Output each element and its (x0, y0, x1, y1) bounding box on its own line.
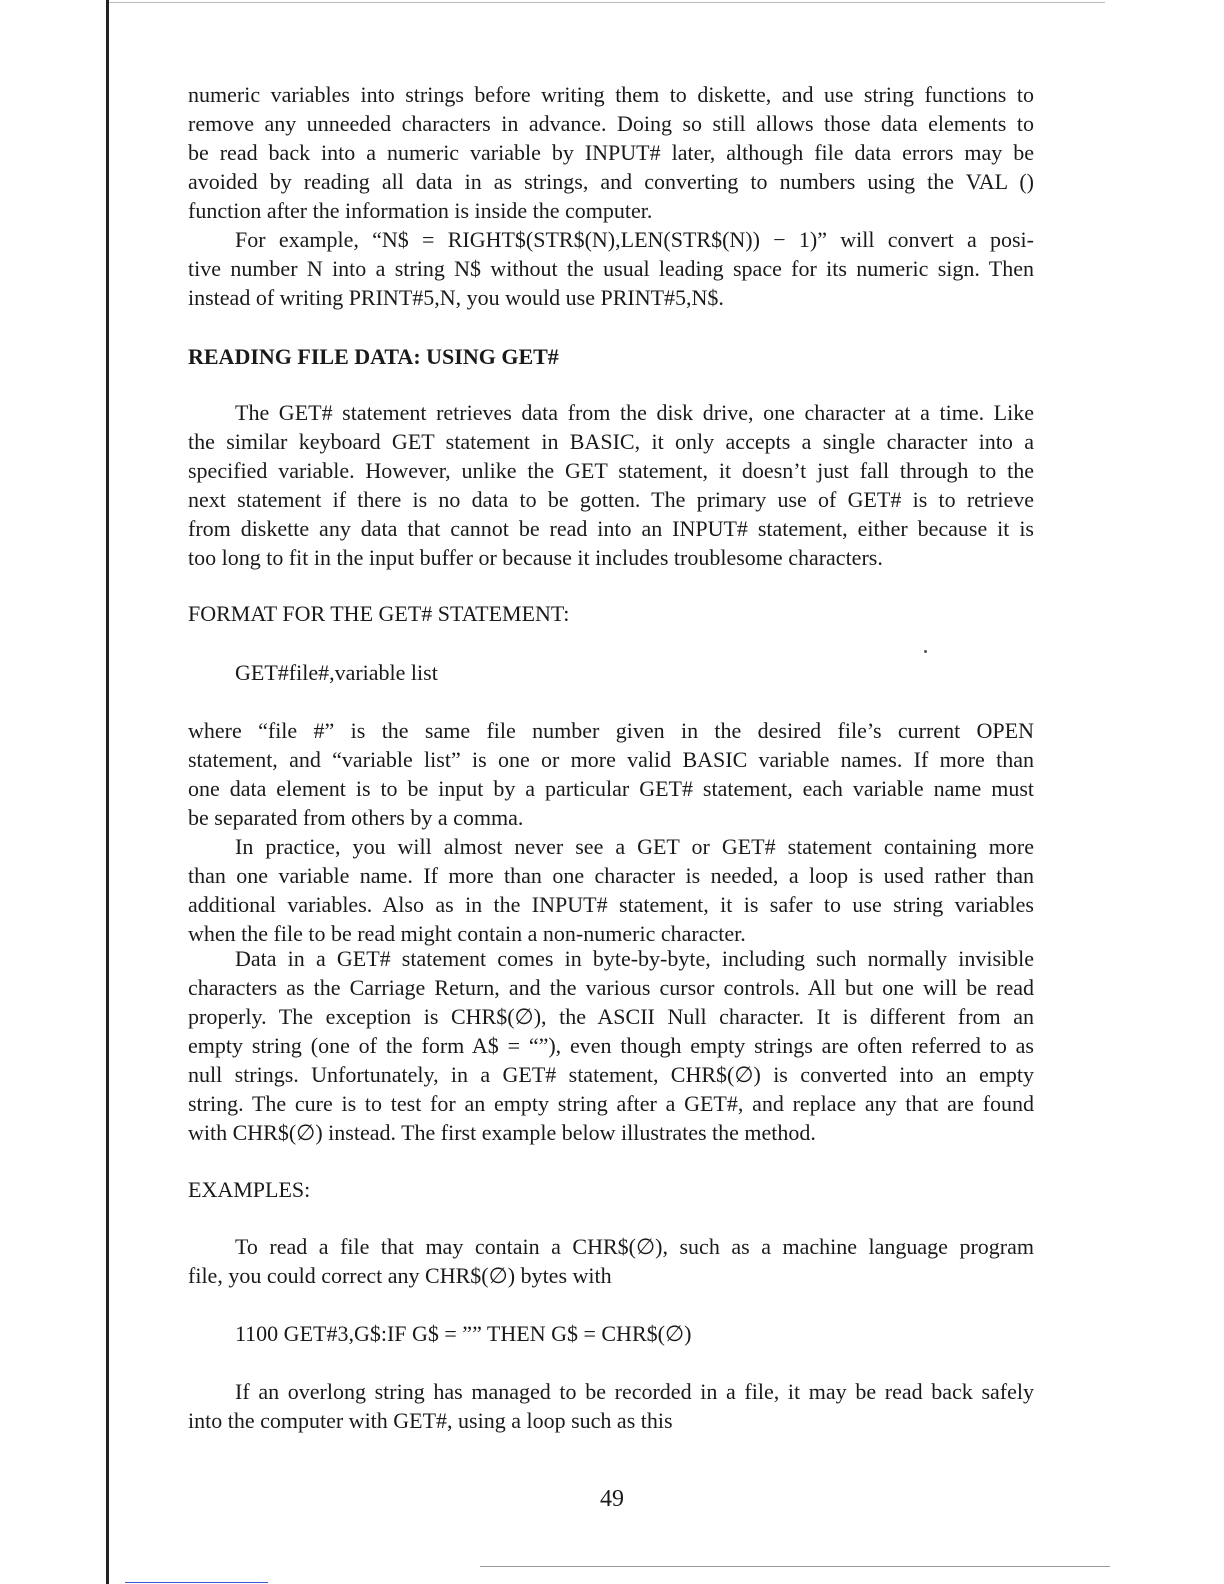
text-line: numeric variables into strings before writing them to diskette, and use string functions to (188, 82, 1034, 107)
text-line: next statement if there is no data to be gotten. The primary use of GET# is to retrieve (188, 487, 1034, 512)
text-line: additional variables. Also as in the INPUT# statement, it is safer to use string variables (188, 892, 1034, 917)
text-line: remove any unneeded characters in advance. Doing so still allows those data elements to (188, 111, 1034, 136)
text-line: than one variable name. If more than one character is needed, a loop is used rather than (188, 863, 1034, 888)
text-line: statement, and “variable list” is one or more valid BASIC variable names. If more than (188, 747, 1034, 772)
page-left-edge (106, 0, 109, 1584)
text-line: from diskette any data that cannot be read into an INPUT# statement, either because it is (188, 516, 1034, 541)
text-line: instead of writing PRINT#5,N, you would use PRINT#5,N$. (188, 285, 724, 310)
text-line: string. The cure is to test for an empty string after a GET#, and replace any that are found (188, 1091, 1034, 1116)
text-line: tive number N into a string N$ without the usual leading space for its numeric sign. Then (188, 256, 1034, 281)
text-line: the similar keyboard GET statement in BASIC, it only accepts a single character into a (188, 429, 1034, 454)
format-syntax (188, 658, 1034, 687)
text-line: specified variable. However, unlike the GET statement, it doesn’t just fall through to the (188, 458, 1034, 483)
text-line: with CHR$(∅) instead. The first example below illustrates the method. (188, 1120, 816, 1145)
text-line: To read a file that may contain a CHR$(∅), such as a machine language program (235, 1234, 1034, 1259)
text-line: empty string (one of the form A$ = “”), even though empty strings are often referred to as (188, 1033, 1034, 1058)
text-line: be read back into a numeric variable by INPUT# later, although file data errors may be (188, 140, 1034, 165)
para-4 (188, 716, 1034, 832)
text-line: FORMAT FOR THE GET# STATEMENT: (188, 601, 570, 626)
text-line: null strings. Unfortunately, in a GET# statement, CHR$(∅) is converted into an empty (188, 1062, 1034, 1087)
para-1 (188, 80, 1034, 225)
code-line: 1100 GET#3,G$:IF G$ = ”” THEN G$ = CHR$(∅) (235, 1321, 692, 1346)
para-8 (188, 1377, 1034, 1435)
text-line: avoided by reading all data in as strings, and converting to numbers using the VAL () (188, 169, 1034, 194)
text-line: The GET# statement retrieves data from the disk drive, one character at a time. Like (235, 400, 1034, 425)
para-6 (188, 944, 1034, 1147)
text-line: characters as the Carriage Return, and the various cursor controls. All but one will be read (188, 975, 1034, 1000)
text-line: function after the information is inside the computer. (188, 198, 653, 223)
text-line: In practice, you will almost never see a GET or GET# statement containing more (235, 834, 1034, 859)
page-top-edge (109, 2, 1105, 3)
page-number: 49 (600, 1486, 624, 1512)
format-label (188, 599, 1034, 628)
text-line: too long to fit in the input buffer or because it includes troublesome characters. (188, 545, 883, 570)
para-7 (188, 1232, 1034, 1290)
text-line: one data element is to be input by a particular GET# statement, each variable name must (188, 776, 1034, 801)
text-line: EXAMPLES: (188, 1177, 311, 1202)
text-line: be separated from others by a comma. (188, 805, 524, 830)
scan-speck (924, 650, 927, 653)
page-bottom-edge (480, 1566, 1110, 1567)
text-line: Data in a GET# statement comes in byte-by-byte, including such normally invisible (235, 946, 1034, 971)
para-2 (188, 225, 1034, 312)
text-line: where “file #” is the same file number given in the desired file’s current OPEN (188, 718, 1034, 743)
text-line: file, you could correct any CHR$(∅) bytes with (188, 1263, 612, 1288)
section-heading: READING FILE DATA: USING GET# (188, 344, 559, 369)
text-line: For example, “N$ = RIGHT$(STR$(N),LEN(STR$(N)) − 1)” will convert a posi- (235, 227, 1034, 252)
text-line: when the file to be read might contain a non-numeric character. (188, 921, 746, 946)
text-line: If an overlong string has managed to be recorded in a file, it may be read back safely (235, 1379, 1034, 1404)
para-5 (188, 832, 1034, 948)
text-line: into the computer with GET#, using a loop such as this (188, 1408, 673, 1433)
code-line: GET#file#,variable list (235, 660, 438, 685)
heading-reading-file-data (188, 342, 1034, 371)
scan-artifact-line (125, 1582, 268, 1583)
para-3 (188, 398, 1034, 572)
examples-label (188, 1175, 1034, 1204)
text-line: properly. The exception is CHR$(∅), the ASCII Null character. It is different from an (188, 1004, 1034, 1029)
example-code-1100 (188, 1319, 1034, 1348)
